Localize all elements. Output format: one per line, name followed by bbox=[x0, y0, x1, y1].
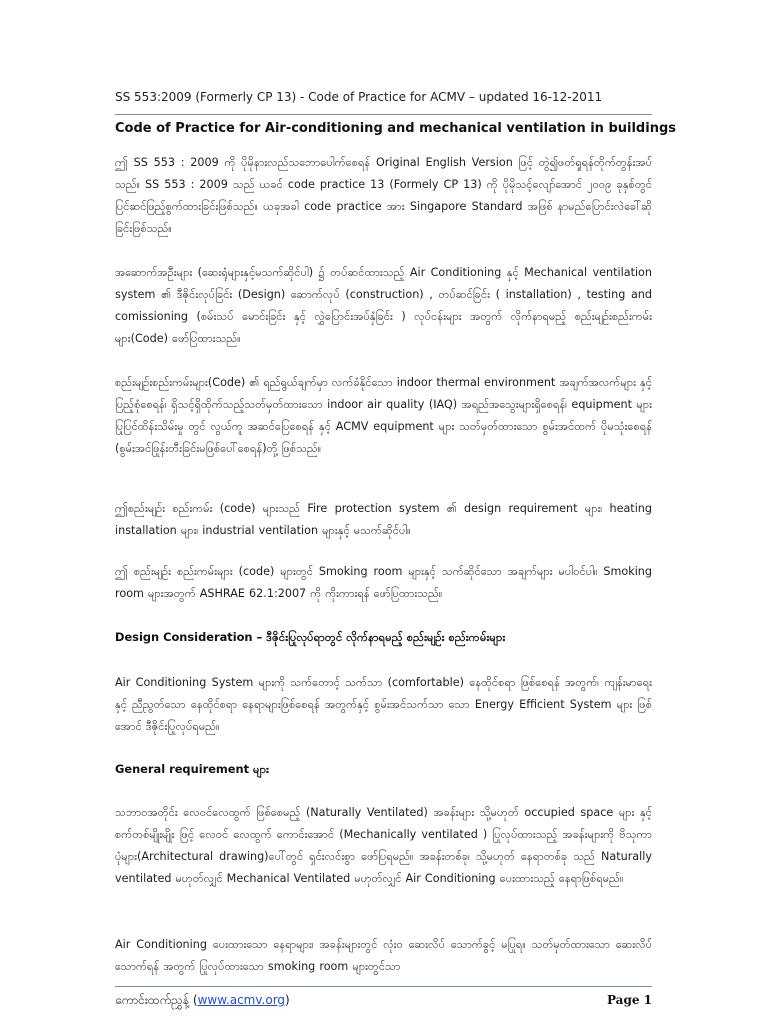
paragraph-smoking-room: ဤ စည်းမျဉ်း စည်းကမ်းများ (code) များတွင် Smoking room များနှင့် သက်ဆိုင်သော အချက်များ မပါဝင်ပါ။ Smoking room များအတွက် ASHRAE 62.1:2007 ကို ကိုးကားရန် ဖော်ပြထားသည်။ bbox=[115, 565, 652, 600]
footer-website-link[interactable]: www.acmv.org bbox=[197, 993, 286, 1007]
section-heading-design-consideration: Design Consideration – ဒီဇိုင်းပြုလုပ်ရာတွင် လိုက်နာရမည့် စည်းမျဉ်း စည်းကမ်းများ bbox=[115, 630, 506, 644]
running-header: SS 553:2009 (Formerly CP 13) - Code of Practice for ACMV – updated 16-12-2011 bbox=[115, 90, 603, 104]
footer-paren-close: ) bbox=[285, 993, 290, 1007]
paragraph-scope: အဆောက်အဦးများ (ဆေးရုံများနှင့်မသက်ဆိုင်ပါ) ၌ တပ်ဆင်ထားသည့် Air Conditioning နှင့် Mechanical ventilation system ၏ ဒီဇိုင်းလုပ်ခြင်း (Design) ဆောက်လုပ် (construction) , တပ်ဆင်ခြင်း ( installation) , testing and comissioning (စမ်းသပ် မောင်းခြင်း နှင့် လွှဲပြောင်းအပ်နှံခြင်း ) လုပ်ငန်းများ အတွက် လိုက်နာရမည့် စည်းမျဉ်းစည်းကမ်းများ(Code) ဖော်ပြထားသည်။ bbox=[115, 266, 652, 345]
paragraph-ventilation-requirement: သဘာဝအတိုင်း လေဝင်လေထွက် ဖြစ်စေမည့် (Naturally Ventilated) အခန်းများ သို့မဟုတ် occupied space များ နှင့် စက်တစ်မျိုးမျိုး ဖြင့် လေဝင် လေထွက် ကောင်းအောင် (Mechanically ventilated ) ပြုလုပ်ထားသည့် အခန်းများကို ဗိသုကာ ပုံများ(Architectural drawing)ပေါ်တွင် ရှင်းလင်းစွာ ဖော်ပြရမည်။ အခန်းတစ်ခု၊ သို့မဟုတ် နေရာတစ်ခု သည် Naturally ventilated မဟုတ်လျှင် Mechanical Ventilated မဟုတ်လျှင် Air Conditioning ပေးထားသည့် နေရာဖြစ်ရမည်။ bbox=[115, 806, 652, 885]
footer-divider bbox=[115, 986, 652, 987]
header-divider bbox=[115, 114, 652, 115]
paragraph-purpose: စည်းမျဉ်းစည်းကမ်းများ(Code) ၏ ရည်ရွယ်ချက်မှာ လက်ခံနိုင်သော indoor thermal environment အချက်အလက်များ နှင့် ပြည့်စုံစေရန်၊ ရှိသင့်ရှိထိုက်သည့်သတ်မှတ်ထားသော indoor air quality (IAQ) အရည်အသွေးများရှိစေရန်၊ equipment များ ပြုပြင်ထိန်းသိမ်းမှု တွင် လွယ်ကူ အဆင်ပြေစေရန် နှင့် ACMV equipment များ သတ်မှတ်ထားသော စွမ်းအင်ထက် ပိုမသုံးစေရန် (စွမ်းအင်ဖြုန်းတီးခြင်းမဖြစ်ပေါ်စေရန်)တို့ ဖြစ်သည်။ bbox=[115, 376, 652, 455]
footer-credit bbox=[115, 992, 290, 1010]
paragraph-no-smoking: Air Conditioning ပေးထားသော နေရာများ၊ အခန်းများတွင် လုံး၀ ဆေးလိပ် သောက်ခွင့် မပြုရ။ သတ်မှတ်ထားသော ဆေးလိပ်သောက်ရန် အတွက် ပြုလုပ်ထားသော smoking room များတွင်သာ bbox=[115, 938, 652, 973]
footer-paren-open: ( bbox=[192, 993, 198, 1007]
document-title: Code of Practice for Air-conditioning and mechanical ventilation in buildings bbox=[115, 121, 676, 136]
footer-org-label: ကောင်းထက်ညွှန့် bbox=[115, 993, 190, 1007]
page-number: Page 1 bbox=[606, 993, 652, 1007]
subsection-heading-general-requirement: General requirement များ bbox=[115, 762, 269, 776]
paragraph-exclusions: ဤစည်းမျဉ်း စည်းကမ်း (code) များသည် Fire protection system ၏ design requirement များ၊ heating installation များ၊ industrial ventilation များနှင့် မသက်ဆိုင်ပါ။ bbox=[115, 502, 652, 537]
paragraph-design-consideration: Air Conditioning System များကို သက်တောင့် သက်သာ (comfortable) နေထိုင်စရာ ဖြစ်စေရန် အတွက်၊ ကျန်းမာရေး နှင့် ညီညွတ်သော နေထိုင်စရာ နေရာများဖြစ်စေရန် အတွက်နှင့် စွမ်းအင်သက်သာ သော Energy Efficient System များ ဖြစ်အောင် ဒီဇိုင်းပြုလုပ်ရမည်။ bbox=[115, 676, 652, 733]
paragraph-intro: ဤ SS 553 : 2009 ကို ပိုမိုနားလည်သဘောပေါက်စေရန် Original English Version ဖြင့် တွဲ၍ဖတ်ရှုရန်တိုက်တွန်းအပ်သည်။ SS 553 : 2009 သည် ယခင် code practice 13 (Formely CP 13) ကို ပိုမိုသင့်လျော်အောင် ၂၀၀၉ ခုနှစ်တွင် ပြင်ဆင်ဖြည့်စွက်ထားခြင်းဖြစ်သည်။ ယခုအခါ code practice အား Singapore Standard အဖြစ် နာမည်ပြောင်းလဲခေါ်ဆိုခြင်းဖြစ်သည်။ bbox=[115, 156, 652, 235]
